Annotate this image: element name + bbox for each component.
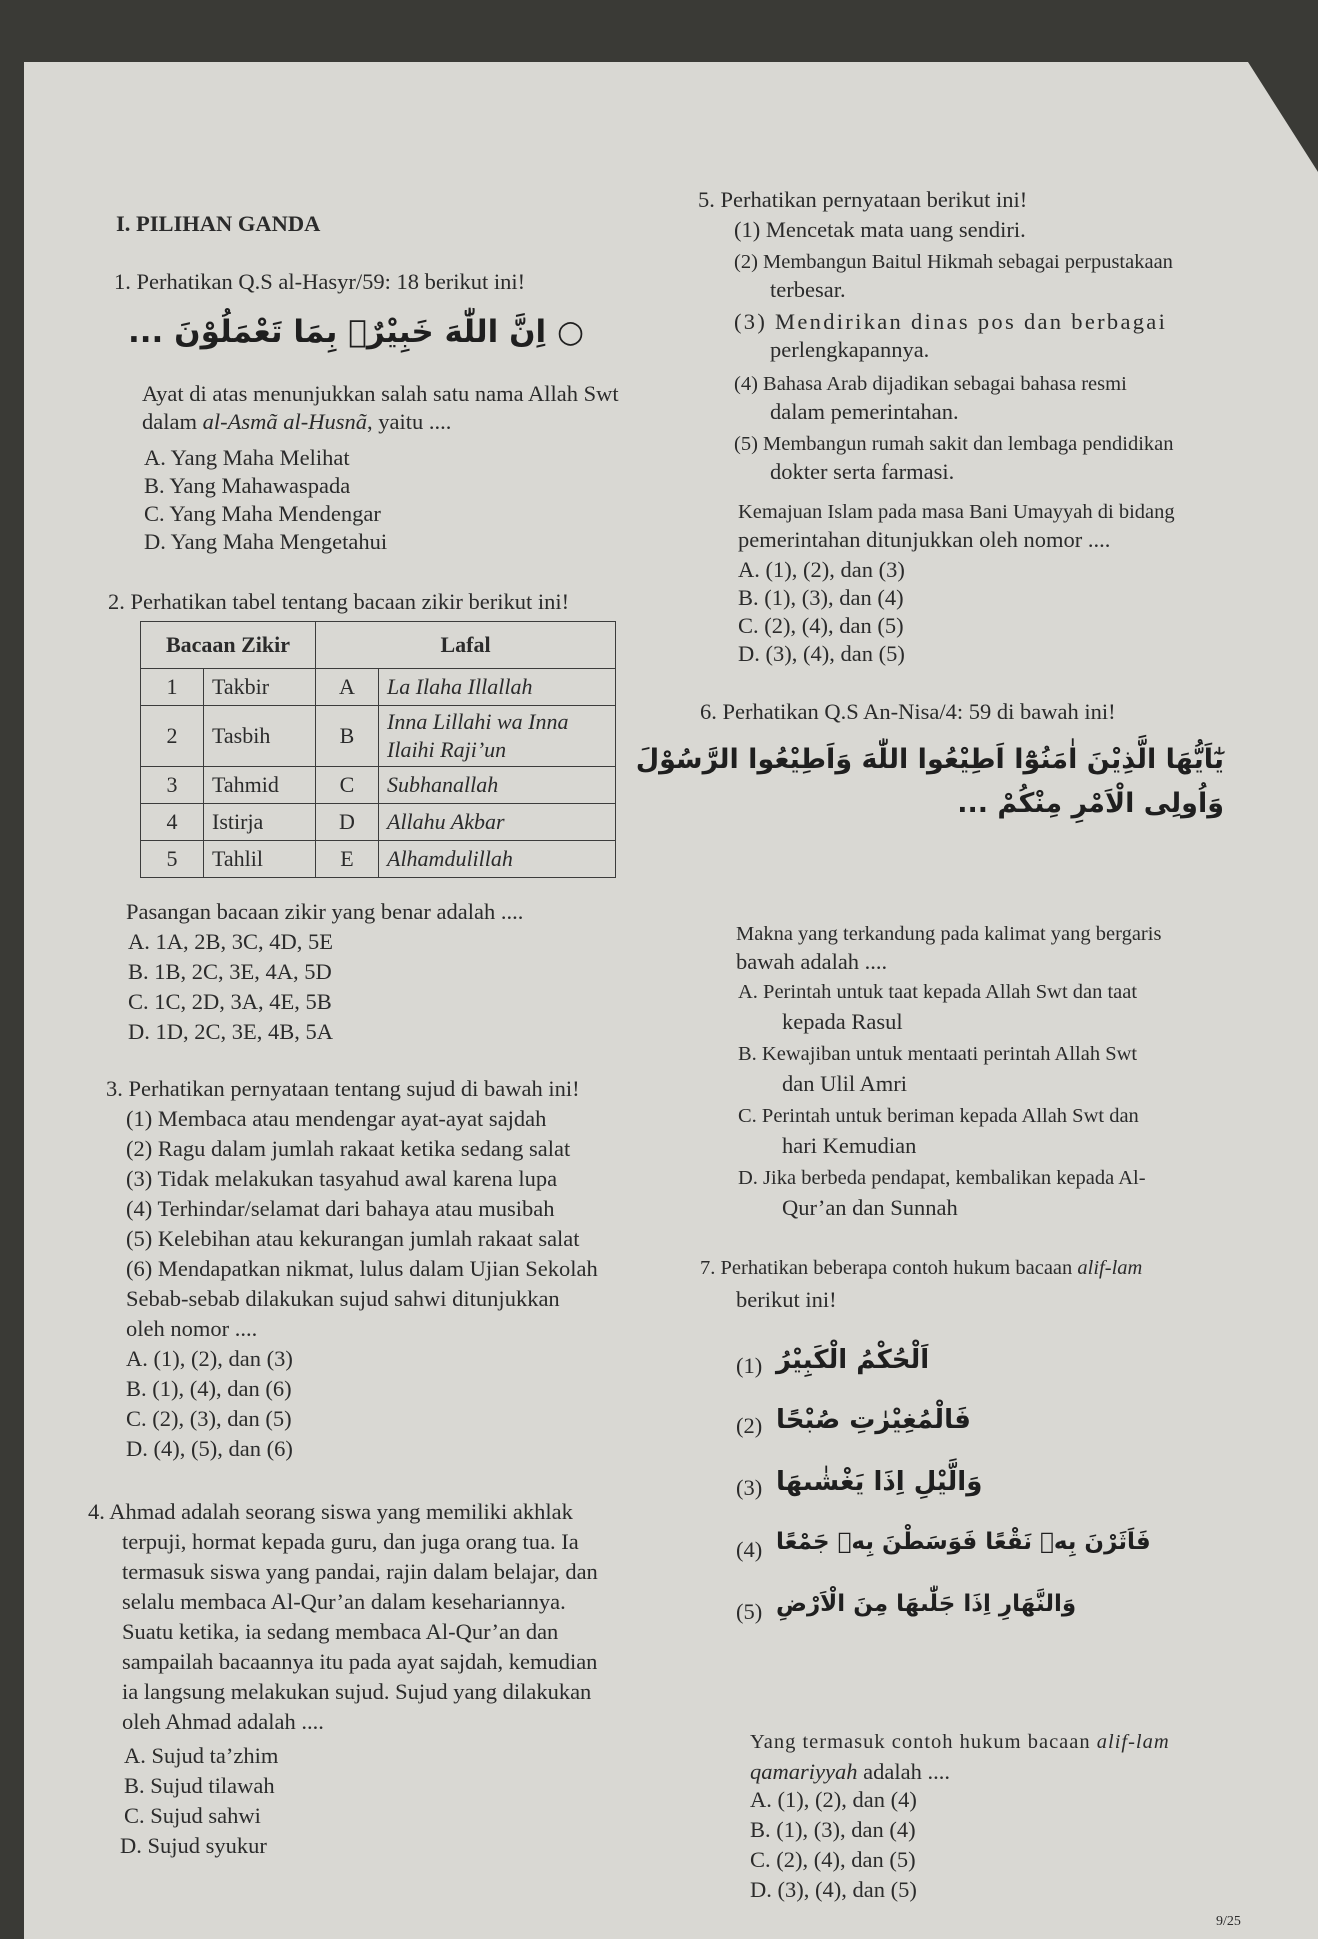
q4-line-6: sampailah bacaannya itu pada ayat sajdah, kemudian — [122, 1649, 598, 1674]
q4-option-d[interactable]: D. Sujud syukur — [120, 1833, 267, 1858]
lafal-letter: C — [316, 767, 379, 804]
q3-item-1: (1) Membaca atau mendengar ayat-ayat sajdah — [126, 1106, 547, 1131]
q5-question-line1: Kemajuan Islam pada masa Bani Umayyah di bidang — [738, 501, 1175, 523]
q1-option-c[interactable]: C. Yang Maha Mendengar — [144, 501, 381, 526]
q7-example-5-arabic: وَالنَّهَارِ اِذَا جَلّٰىهَا مِنَ الْاَرْضِ — [776, 1591, 1077, 1617]
q3-option-c[interactable]: C. (2), (3), dan (5) — [126, 1406, 292, 1431]
table-row — [141, 767, 616, 804]
q4-line-7: ia langsung melakukan sujud. Sujud yang dilakukan — [122, 1679, 592, 1704]
q4-line-3: termasuk siswa yang pandai, rajin dalam belajar, dan — [122, 1559, 598, 1584]
q6-option-b-cont: dan Ulil Amri — [782, 1071, 907, 1096]
q2-option-d[interactable]: D. 1D, 2C, 3E, 4B, 5A — [128, 1019, 334, 1044]
q4-line-4: selalu membaca Al-Qur’an dalam kesehariannya. — [122, 1589, 566, 1614]
q6-option-c-cont: hari Kemudian — [782, 1133, 917, 1158]
q1-option-a[interactable]: A. Yang Maha Melihat — [144, 445, 350, 470]
q2-option-c[interactable]: C. 1C, 2D, 3A, 4E, 5B — [128, 989, 332, 1014]
lafal-text: Inna Lillahi wa Inna Ilaihi Raji’un — [379, 706, 616, 767]
lafal-text: La Ilaha Illallah — [379, 669, 616, 706]
q5-item-3-line2: perlengkapannya. — [770, 337, 930, 362]
q5-item-2-line2: terbesar. — [770, 277, 846, 302]
zikir-table — [140, 621, 616, 878]
q6-option-d-cont: Qur’an dan Sunnah — [782, 1195, 958, 1220]
q5-item-5-line1: (5) Membangun rumah sakit dan lembaga pendidikan — [734, 433, 1174, 455]
q7-example-3-num: (3) — [736, 1475, 763, 1500]
q7-stem-line1: 7. Perhatikan beberapa contoh hukum bacaan alif-lam — [700, 1257, 1143, 1279]
q6-arabic-line1: يٰٓاَيُّهَا الَّذِيْنَ اٰمَنُوْٓا اَطِيْعُوا اللّٰهَ وَاَطِيْعُوا الرَّسُوْلَ — [635, 744, 1224, 775]
q4-line-5: Suatu ketika, ia sedang membaca Al-Qur’an dan — [122, 1619, 559, 1644]
zikir-name: Istirja — [204, 804, 316, 841]
lafal-text: Alhamdulillah — [379, 841, 616, 878]
q7-example-2-arabic: فَالْمُغِيْرٰتِ صُبْحًا — [776, 1405, 971, 1435]
q7-example-4-arabic: فَاَثَرْنَ بِهٖ نَقْعًا فَوَسَطْنَ بِهٖ جَمْعًا — [776, 1529, 1151, 1555]
row-number: 2 — [141, 706, 204, 767]
lafal-text: Subhanallah — [379, 767, 616, 804]
q1-text-line1: Ayat di atas menunjukkan salah satu nama Allah Swt — [142, 381, 619, 406]
q7-example-5-num: (5) — [736, 1599, 763, 1624]
zikir-name: Tahlil — [204, 841, 316, 878]
q7-option-c[interactable]: C. (2), (4), dan (5) — [750, 1847, 916, 1872]
page-number: 9/25 — [1216, 1914, 1241, 1929]
q6-question-line1: Makna yang terkandung pada kalimat yang bergaris — [736, 923, 1162, 945]
q6-stem: 6. Perhatikan Q.S An-Nisa/4: 59 di bawah ini! — [700, 699, 1116, 724]
q6-option-a-cont: kepada Rasul — [782, 1009, 903, 1034]
lafal-text: Allahu Akbar — [379, 804, 616, 841]
q5-item-3-line1: (3) Mendirikan dinas pos dan berbagai — [734, 309, 1168, 334]
table-row — [141, 804, 616, 841]
q1-arabic-verse: ○ اِنَّ اللّٰهَ خَبِيْرٌۢ بِمَا تَعْمَلُوْنَ ... — [127, 314, 584, 350]
q5-option-d[interactable]: D. (3), (4), dan (5) — [738, 641, 905, 666]
q5-item-5-line2: dokter serta farmasi. — [770, 459, 955, 484]
q4-option-b[interactable]: B. Sujud tilawah — [124, 1773, 275, 1798]
zikir-table-header — [141, 622, 616, 669]
q3-option-b[interactable]: B. (1), (4), dan (6) — [126, 1376, 292, 1401]
q3-item-3: (3) Tidak melakukan tasyahud awal karena lupa — [126, 1166, 558, 1191]
q4-line-1: 4. Ahmad adalah seorang siswa yang memiliki akhlak — [88, 1499, 573, 1524]
q6-option-a[interactable]: A. Perintah untuk taat kepada Allah Swt dan taat — [738, 981, 1138, 1003]
lafal-letter: E — [316, 841, 379, 878]
q3-option-a[interactable]: A. (1), (2), dan (3) — [126, 1346, 293, 1371]
q1-option-d[interactable]: D. Yang Maha Mengetahui — [144, 529, 388, 554]
q7-question-line1: Yang termasuk contoh hukum bacaan alif-lam — [750, 1731, 1170, 1753]
q6-arabic-line2: وَاُولِى الْاَمْرِ مِنْكُمْ ... — [957, 788, 1224, 819]
q5-item-1: (1) Mencetak mata uang sendiri. — [734, 217, 1026, 242]
q1-stem: 1. Perhatikan Q.S al-Hasyr/59: 18 berikut ini! — [114, 269, 526, 294]
q7-example-2-num: (2) — [736, 1413, 763, 1438]
q2-question: Pasangan bacaan zikir yang benar adalah .... — [126, 899, 524, 924]
q7-option-a[interactable]: A. (1), (2), dan (4) — [750, 1787, 917, 1812]
q5-item-2-line1: (2) Membangun Baitul Hikmah sebagai perpustakaan — [734, 251, 1173, 273]
q6-option-b[interactable]: B. Kewajiban untuk mentaati perintah Allah Swt — [738, 1043, 1138, 1065]
q5-option-b[interactable]: B. (1), (3), dan (4) — [738, 585, 904, 610]
q3-question-line2: oleh nomor .... — [126, 1316, 258, 1341]
q1-text-line2: dalam al-Asmã al-Husnã, yaitu .... — [142, 409, 452, 434]
q3-item-2: (2) Ragu dalam jumlah rakaat ketika sedang salat — [126, 1136, 571, 1161]
table-row — [141, 841, 616, 878]
q3-option-d[interactable]: D. (4), (5), dan (6) — [126, 1436, 293, 1461]
q7-example-3-arabic: وَالَّيْلِ اِذَا يَغْشٰىهَا — [776, 1467, 983, 1497]
q6-question-line2: bawah adalah .... — [736, 949, 888, 974]
q5-option-a[interactable]: A. (1), (2), dan (3) — [738, 557, 905, 582]
q7-stem-line2: berikut ini! — [736, 1287, 837, 1312]
q5-question-line2: pemerintahan ditunjukkan oleh nomor .... — [738, 527, 1111, 552]
q7-option-d[interactable]: D. (3), (4), dan (5) — [750, 1877, 917, 1902]
row-number: 5 — [141, 841, 204, 878]
table-row — [141, 706, 616, 767]
row-number: 1 — [141, 669, 204, 706]
section-title: I. PILIHAN GANDA — [116, 211, 321, 236]
q3-item-5: (5) Kelebihan atau kekurangan jumlah rakaat salat — [126, 1226, 580, 1251]
q2-stem: 2. Perhatikan tabel tentang bacaan zikir berikut ini! — [108, 589, 570, 614]
q2-option-a[interactable]: A. 1A, 2B, 3C, 4D, 5E — [128, 929, 334, 954]
q5-stem: 5. Perhatikan pernyataan berikut ini! — [698, 187, 1028, 212]
header-lafal: Lafal — [316, 622, 616, 669]
q7-example-1-num: (1) — [736, 1353, 763, 1378]
lafal-letter: D — [316, 804, 379, 841]
q3-stem: 3. Perhatikan pernyataan tentang sujud di bawah ini! — [106, 1076, 580, 1101]
q7-option-b[interactable]: B. (1), (3), dan (4) — [750, 1817, 916, 1842]
q3-question-line1: Sebab-sebab dilakukan sujud sahwi ditunjukkan — [126, 1286, 560, 1311]
page-corner-shadow — [1248, 62, 1318, 172]
row-number: 4 — [141, 804, 204, 841]
zikir-name: Tasbih — [204, 706, 316, 767]
exam-sheet — [24, 62, 1318, 1939]
q4-option-a[interactable]: A. Sujud ta’zhim — [124, 1743, 279, 1768]
header-bacaan-zikir: Bacaan Zikir — [141, 622, 316, 669]
q5-item-4-line2: dalam pemerintahan. — [770, 399, 959, 424]
q6-option-d[interactable]: D. Jika berbeda pendapat, kembalikan kepada Al- — [738, 1167, 1146, 1189]
row-number: 3 — [141, 767, 204, 804]
q1-option-b[interactable]: B. Yang Mahawaspada — [144, 473, 351, 498]
lafal-letter: B — [316, 706, 379, 767]
lafal-letter: A — [316, 669, 379, 706]
table-row — [141, 669, 616, 706]
zikir-name: Tahmid — [204, 767, 316, 804]
zikir-name: Takbir — [204, 669, 316, 706]
q4-line-2: terpuji, hormat kepada guru, dan juga orang tua. Ia — [122, 1529, 579, 1554]
q7-example-4-num: (4) — [736, 1537, 763, 1562]
q7-question-line2: qamariyyah adalah .... — [750, 1759, 950, 1784]
q4-option-c[interactable]: C. Sujud sahwi — [124, 1803, 261, 1828]
q2-option-b[interactable]: B. 1B, 2C, 3E, 4A, 5D — [128, 959, 332, 984]
q3-item-6: (6) Mendapatkan nikmat, lulus dalam Ujian Sekolah — [126, 1256, 598, 1281]
q5-option-c[interactable]: C. (2), (4), dan (5) — [738, 613, 904, 638]
q3-item-4: (4) Terhindar/selamat dari bahaya atau musibah — [126, 1196, 555, 1221]
q5-item-4-line1: (4) Bahasa Arab dijadikan sebagai bahasa resmi — [734, 373, 1127, 395]
q4-line-8: oleh Ahmad adalah .... — [122, 1709, 324, 1734]
q7-example-1-arabic: اَلْحُكْمُ الْكَبِيْرُ — [776, 1345, 930, 1375]
q6-option-c[interactable]: C. Perintah untuk beriman kepada Allah Swt dan — [738, 1105, 1139, 1127]
